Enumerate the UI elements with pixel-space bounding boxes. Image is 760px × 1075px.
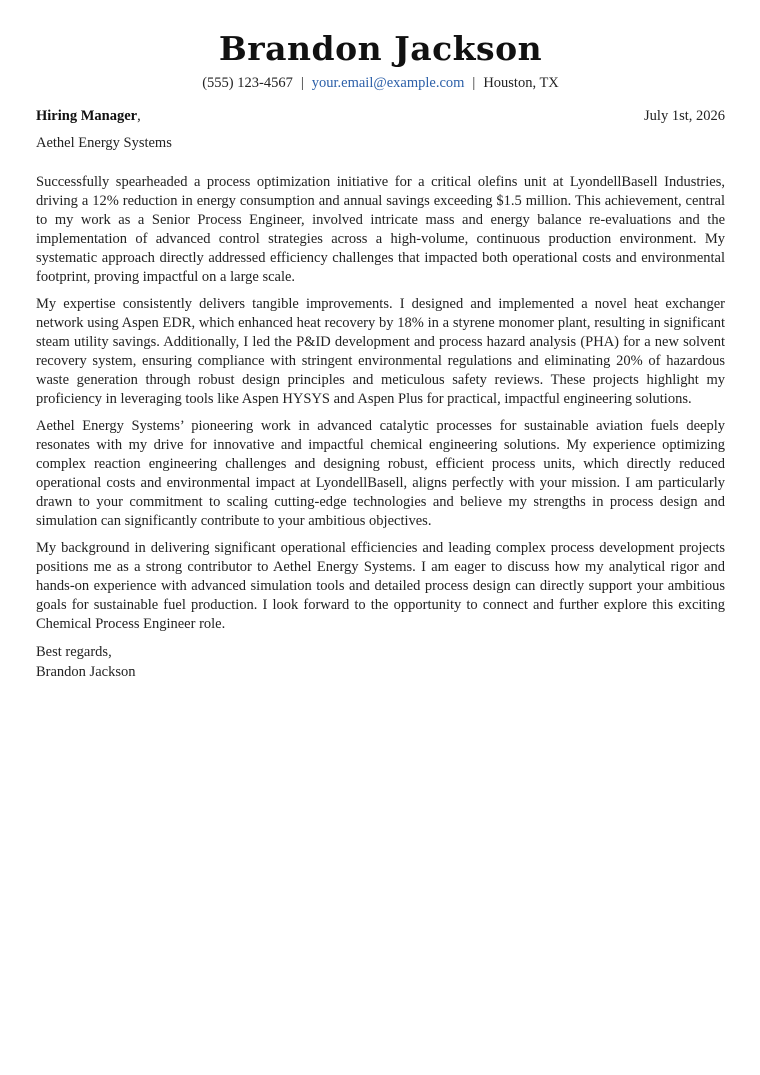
signature-name: Brandon Jackson <box>36 664 136 680</box>
closing-phrase: Best regards, <box>36 644 112 660</box>
letter-date: July 1st, 2026 <box>644 108 725 124</box>
body-paragraph: Successfully spearheaded a process optimization initiative for a critical olefins unit at LyondellBasell Industries, driving a 12% reduction in energy consumption and annual savings exceeding $1.5 million. This achievement, central to my work as a Senior Process Engineer, involved intricate mass and energy balance re-evaluations and the implementation of advanced control strategies across a high-volume, continuous production environment. My systematic approach directly addressed efficiency challenges that impacted both operational costs and environmental footprint, proving impactful on a large scale. <box>36 174 725 285</box>
email-link[interactable]: your.email@example.com <box>311 75 465 91</box>
body-paragraph: My expertise consistently delivers tangible improvements. I designed and implemented a novel heat exchanger network using Aspen EDR, which enhanced heat recovery by 18% in a styrene monomer plant, resulting in significant steam utility savings. Additionally, I led the P&ID development and process hazard analysis (PHA) for a new solvent recovery system, ensuring compliance with stringent environmental regulations and eliminating 20% of hazardous waste generation through robust design principles and meticulous safety reviews. These projects highlight my proficiency in leveraging tools like Aspen HYSYS and Aspen Plus for practical, impactful engineering solutions. <box>36 296 725 407</box>
phone-number: (555) 123-4567 <box>202 75 293 91</box>
contact-separator: | <box>300 75 304 91</box>
recipient-block <box>36 106 725 153</box>
recipient-name: Hiring Manager <box>36 108 138 124</box>
letter-header <box>36 0 725 93</box>
recipient-date-row <box>36 106 725 126</box>
location: Houston, TX <box>483 75 559 91</box>
contact-separator: | <box>472 75 476 91</box>
applicant-name: Brandon Jackson <box>218 29 543 68</box>
body-paragraph: My background in delivering significant operational efficiencies and leading complex process development projects positions me as a strong contributor to Aethel Energy Systems. I am eager to discuss how my analytical rigor and hands-on experience with advanced simulation tools and detailed process design can directly support your ambitious goals for sustainable fuel production. I look forward to the opportunity to connect and further explore this exciting Chemical Process Engineer role. <box>36 540 725 632</box>
company-name: Aethel Energy Systems <box>36 135 172 151</box>
contact-line <box>36 73 725 93</box>
recipient-comma: , <box>137 108 141 124</box>
letter-body <box>36 173 725 634</box>
cover-letter-page <box>36 0 725 682</box>
recipient-line <box>36 106 141 126</box>
body-paragraph: Aethel Energy Systems’ pioneering work in advanced catalytic processes for sustainable aviation fuels deeply resonates with my drive for innovative and impactful chemical engineering solutions. My experience optimizing complex reaction engineering challenges and designing robust, efficient process units, which directly reduced operational costs and environmental impact at LyondellBasell, aligns perfectly with your mission. I am particularly drawn to your commitment to scaling cutting-edge technologies and believe my strengths in process design and simulation can significantly contribute to your ambitious objectives. <box>36 418 725 529</box>
closing-block <box>36 642 725 682</box>
